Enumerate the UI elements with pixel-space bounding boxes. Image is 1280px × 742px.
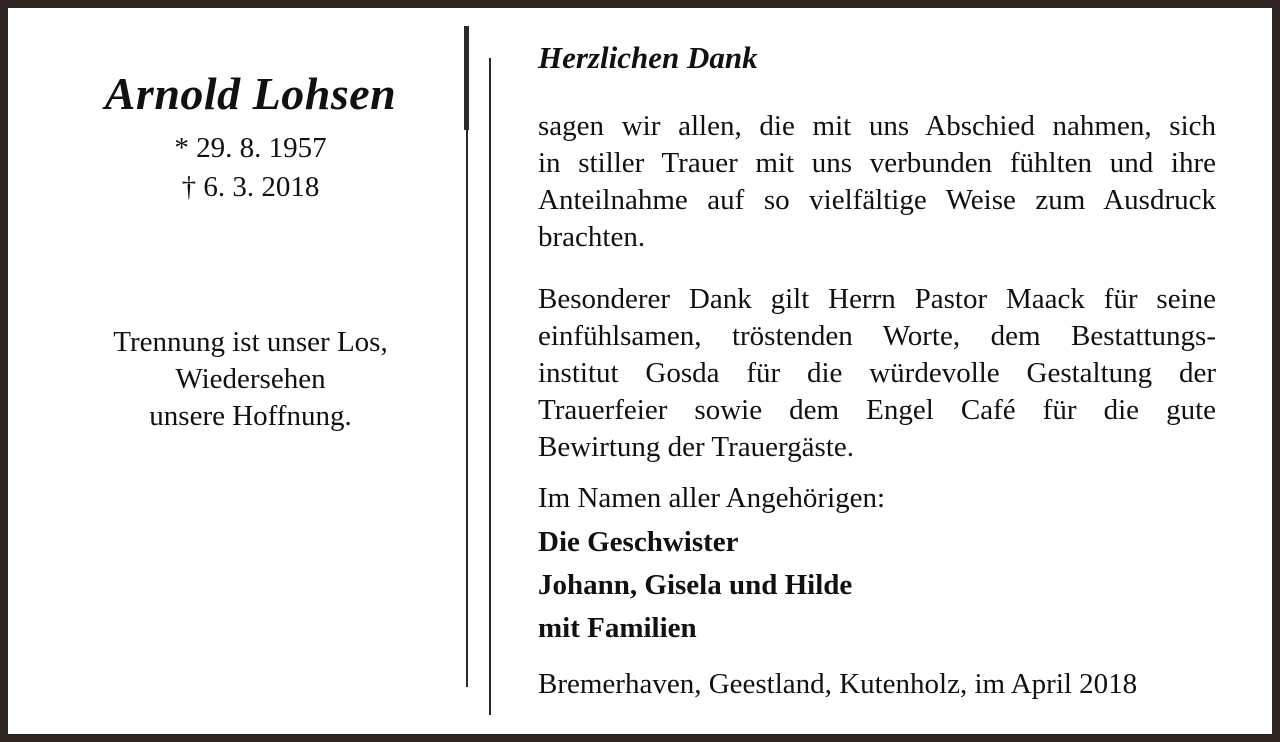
motto-line-1: Trennung ist unser Los, — [113, 326, 388, 358]
motto-line-2: Wiedersehen — [175, 363, 326, 395]
closing-line: Im Namen aller Angehörigen: — [538, 482, 886, 514]
motto — [28, 324, 473, 435]
paragraph-1-line: in stiller Trauer mit uns verbunden fühlten und ihre — [538, 147, 1216, 179]
signatory-line-2: Johann, Gisela und Hilde — [538, 569, 853, 601]
thanks-heading: Herzlichen Dank — [538, 40, 758, 75]
signatory-line-1: Die Geschwister — [538, 526, 739, 558]
death-date: † 6. 3. 2018 — [181, 171, 320, 203]
divider-rule-right — [489, 58, 491, 715]
life-dates — [28, 129, 473, 207]
motto-line-3: unsere Hoffnung. — [149, 400, 352, 432]
divider-thick-rule — [464, 26, 469, 130]
paragraph-2-line: Bewirtung der Trauergäste. — [538, 431, 854, 463]
birth-date: * 29. 8. 1957 — [174, 132, 327, 164]
divider-rule-left — [466, 130, 468, 687]
thanks-paragraph-1 — [538, 108, 1216, 256]
paragraph-1-line: Anteilnahme auf so vielfältige Weise zum Ausdruck — [538, 184, 1216, 216]
paragraph-2-line: einfühlsamen, tröstenden Worte, dem Bestattungs- — [538, 320, 1216, 352]
deceased-name: Arnold Lohsen — [104, 68, 397, 119]
paragraph-1-line: brachten. — [538, 221, 646, 253]
paragraph-2-line: Trauerfeier sowie dem Engel Café für die gute — [538, 394, 1216, 426]
thanks-paragraph-2 — [538, 281, 1216, 466]
paragraph-2-line: Besonderer Dank gilt Herrn Pastor Maack für seine — [538, 283, 1216, 315]
paragraph-2-line: institut Gosda für die würdevolle Gestaltung der — [538, 357, 1216, 389]
paragraph-1-line: sagen wir allen, die mit uns Abschied nahmen, sich — [538, 110, 1216, 142]
signatory-line-3: mit Familien — [538, 612, 697, 644]
place-and-date: Bremerhaven, Geestland, Kutenholz, im April 2018 — [538, 668, 1138, 700]
